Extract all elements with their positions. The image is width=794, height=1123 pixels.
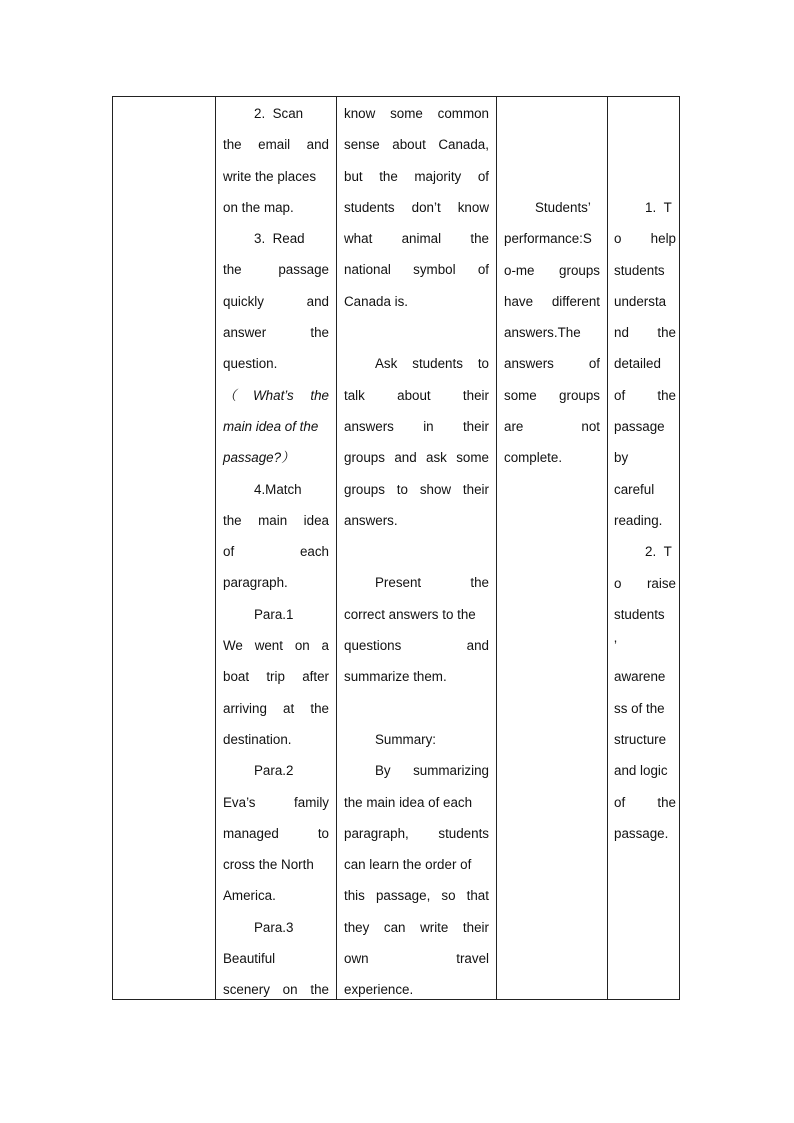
text-line: understa — [614, 293, 667, 309]
text-line — [344, 536, 489, 567]
text-line: the email and — [223, 137, 329, 153]
student-performance-text — [504, 192, 600, 474]
text-line: complete. — [504, 450, 563, 466]
text-line: questions and — [344, 638, 489, 654]
text-line: managed to — [223, 825, 329, 841]
text-line: 1. T — [645, 200, 672, 215]
text-line: awarene — [614, 669, 666, 685]
teacher-activity-text — [344, 98, 489, 1006]
text-line: structure — [614, 732, 667, 748]
text-line: talk about their — [344, 387, 489, 403]
text-line: Ask students to — [375, 356, 489, 372]
text-line: the main idea — [223, 512, 329, 528]
text-line: o-me groups — [504, 262, 600, 278]
text-line: boat trip after — [223, 669, 329, 685]
text-line: arriving at the — [223, 700, 329, 716]
text-line: ’ — [614, 638, 617, 654]
text-line: answers in their — [344, 418, 489, 434]
text-line: own travel — [344, 951, 489, 967]
text-line: 2. Scan — [254, 106, 304, 121]
text-line: quickly and — [223, 293, 329, 309]
text-line: Para.2 — [254, 763, 294, 779]
text-line: passage?） — [223, 450, 295, 466]
text-line: Canada is. — [344, 293, 409, 309]
text-line: are not — [504, 419, 600, 435]
text-line: Para.1 — [254, 606, 294, 622]
table-column-student-performance — [496, 97, 607, 999]
table-column-purpose — [607, 97, 681, 999]
text-line: write the places — [223, 168, 317, 184]
text-line: know some common — [344, 106, 489, 121]
text-line: （ What’s the — [223, 387, 329, 403]
text-line: groups and ask some — [344, 450, 489, 466]
text-line: Summary: — [375, 731, 437, 747]
text-line — [344, 317, 489, 348]
text-line: cross the North — [223, 857, 314, 873]
text-line: by — [614, 450, 629, 466]
text-line: Present the — [375, 575, 489, 591]
lesson-plan-table — [112, 96, 680, 1000]
table-column-teacher-activity — [336, 97, 496, 999]
text-line: and logic — [614, 763, 668, 779]
text-line: scenery on the — [223, 982, 329, 998]
text-line: answers. — [344, 512, 398, 528]
text-line: paragraph. — [223, 575, 288, 591]
text-line: main idea of the — [223, 418, 319, 434]
text-line: answers.The — [504, 325, 581, 341]
text-line: have different — [504, 293, 600, 309]
text-line: nd the — [614, 325, 676, 341]
text-line: paragraph, students — [344, 825, 489, 841]
text-line: experience. — [344, 982, 414, 998]
text-line: what animal the — [344, 231, 489, 247]
text-line: of the — [614, 387, 676, 403]
text-line: of each — [223, 544, 329, 560]
table-column-1 — [113, 97, 215, 999]
text-line: on the map. — [223, 199, 294, 215]
text-line: Beautiful — [223, 951, 276, 967]
text-line: correct answers to the — [344, 606, 476, 622]
text-line: reading. — [614, 512, 663, 528]
text-line: national symbol of — [344, 262, 489, 278]
text-line: the passage — [223, 262, 329, 278]
text-line: destination. — [223, 731, 292, 747]
text-line: sense about Canada, — [344, 137, 489, 153]
text-line: careful — [614, 481, 655, 497]
purpose-text — [614, 192, 676, 849]
text-line: performance:S — [504, 231, 592, 247]
text-line — [344, 693, 489, 724]
text-line: groups to show their — [344, 481, 489, 497]
text-line: the main idea of each — [344, 794, 473, 810]
text-line: America. — [223, 888, 276, 904]
text-line: some groups — [504, 387, 600, 403]
text-line: 4.Match — [254, 481, 302, 497]
table-column-procedure — [215, 97, 336, 999]
text-line: passage. — [614, 825, 669, 841]
text-line: but the majority of — [344, 168, 489, 184]
text-line: question. — [223, 356, 278, 372]
text-line: students don’t know — [344, 199, 489, 215]
text-line: they can write their — [344, 919, 489, 935]
text-line: o raise — [614, 575, 676, 591]
text-line: o help — [614, 231, 676, 247]
text-line: detailed — [614, 356, 661, 372]
text-line: 2. T — [645, 544, 672, 560]
text-line: students — [614, 262, 665, 278]
text-line: passage — [614, 419, 665, 435]
text-line: can learn the order of — [344, 857, 472, 873]
text-line: By summarizing — [375, 763, 489, 779]
text-line: students — [614, 606, 665, 622]
text-line: Eva’s family — [223, 794, 329, 810]
text-line: answer the — [223, 325, 329, 341]
text-line: answers of — [504, 356, 600, 372]
text-line: Students’ — [535, 200, 591, 215]
text-line: this passage, so that — [344, 888, 489, 904]
text-line: of the — [614, 794, 676, 810]
text-line: Para.3 — [254, 919, 294, 935]
text-line: summarize them. — [344, 669, 447, 685]
text-line: 3. Read — [254, 231, 305, 247]
procedure-text — [223, 98, 329, 1006]
text-line: ss of the — [614, 700, 665, 716]
text-line: We went on a — [223, 638, 329, 654]
